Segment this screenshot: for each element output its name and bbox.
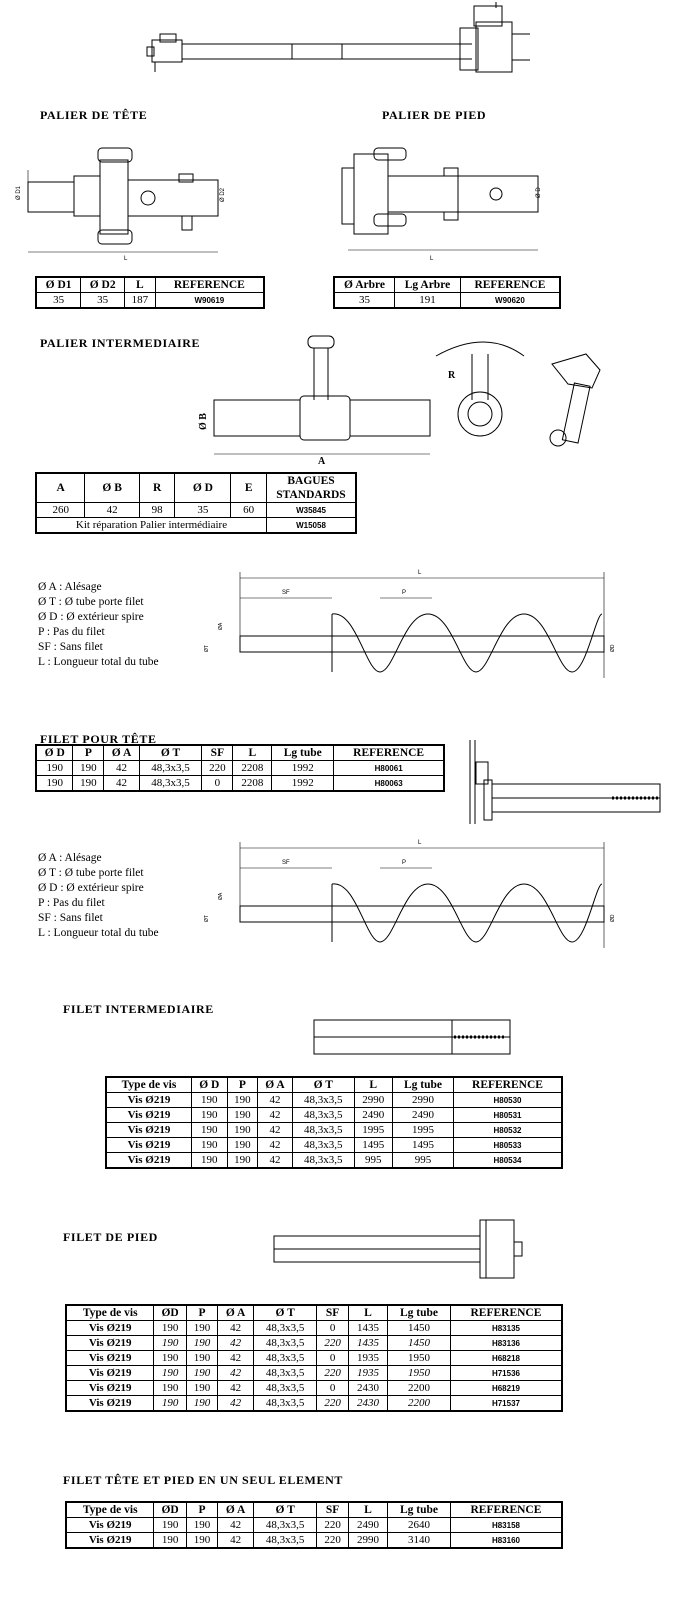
table-row [106, 1108, 562, 1123]
cell: 190 [191, 1123, 227, 1138]
table-row [66, 1518, 562, 1533]
cell: Vis Ø219 [106, 1153, 191, 1169]
col-header: A [36, 473, 85, 503]
cell: 190 [154, 1533, 186, 1549]
cell: 1450 [388, 1321, 451, 1336]
reference-cell: H71536 [450, 1366, 562, 1381]
palier-pied-title: PALIER DE PIED [382, 108, 487, 122]
col-header: Ø T [139, 745, 202, 761]
col-header: Ø D [191, 1077, 227, 1093]
cell: 42 [218, 1321, 254, 1336]
cell: Vis Ø219 [66, 1381, 154, 1396]
dim-l-label: L [124, 256, 128, 262]
cell: 2490 [354, 1108, 392, 1123]
dim-d2-label: Ø D2 [220, 187, 226, 202]
col-header: L [125, 277, 156, 293]
reference-cell: H80534 [453, 1153, 562, 1169]
cell: 1435 [348, 1336, 387, 1351]
dim-r-label: R [448, 370, 456, 381]
col-header: SF [202, 745, 233, 761]
cell: Vis Ø219 [66, 1336, 154, 1351]
col-header: REFERENCE [155, 277, 264, 293]
cell: 48,3x3,5 [139, 761, 202, 776]
cell: 48,3x3,5 [253, 1533, 316, 1549]
cell: 0 [202, 776, 233, 792]
cell: 48,3x3,5 [292, 1123, 354, 1138]
dim-d-label: ØD [610, 644, 616, 652]
cell: 190 [154, 1381, 186, 1396]
col-header: Ø A [218, 1305, 254, 1321]
cell: 190 [186, 1321, 217, 1336]
cell: 42 [218, 1366, 254, 1381]
cell: Vis Ø219 [66, 1518, 154, 1533]
col-header: SF [317, 1502, 348, 1518]
cell: 191 [395, 293, 461, 309]
cell: 190 [186, 1518, 217, 1533]
cell: 2208 [233, 776, 272, 792]
col-header: REFERENCE [334, 745, 444, 761]
col-header: Lg tube [388, 1305, 451, 1321]
palier-pied-drawing [336, 140, 556, 270]
dim-sf-label: SF [282, 590, 290, 596]
cell: Vis Ø219 [106, 1123, 191, 1138]
cell: 190 [36, 776, 73, 792]
cell: 1495 [392, 1138, 453, 1153]
col-header: L [233, 745, 272, 761]
filet-tete-table [35, 744, 445, 792]
dim-d1-label: Ø D1 [16, 185, 22, 200]
col-header: Ø T [292, 1077, 354, 1093]
reference-cell: H68219 [450, 1381, 562, 1396]
cell: 2430 [348, 1396, 387, 1412]
cell: 42 [218, 1533, 254, 1549]
legend-item: SF : Sans filet [38, 641, 103, 653]
table-row [106, 1093, 562, 1108]
cell: 190 [154, 1366, 186, 1381]
cell: 190 [191, 1153, 227, 1169]
table-row [36, 776, 444, 792]
col-header: REFERENCE [450, 1305, 562, 1321]
cell: 42 [104, 761, 139, 776]
legend-item: Ø T : Ø tube porte filet [38, 596, 144, 608]
cell: 2430 [348, 1381, 387, 1396]
dim-p-label: P [402, 860, 407, 866]
cell: 190 [186, 1381, 217, 1396]
legend-item: Ø D : Ø extérieur spire [38, 882, 144, 894]
screw-drawing-1 [196, 560, 616, 690]
cell: 48,3x3,5 [253, 1351, 316, 1366]
cell: 2490 [392, 1108, 453, 1123]
cell: 995 [392, 1153, 453, 1169]
col-header: Type de vis [106, 1077, 191, 1093]
table-row [66, 1321, 562, 1336]
cell: 190 [154, 1518, 186, 1533]
cell: 187 [125, 293, 156, 309]
filet-tete-title: FILET POUR TÊTE [40, 732, 157, 746]
col-header: Lg tube [388, 1502, 451, 1518]
filet-tete-drawing [462, 738, 662, 828]
cell: 190 [154, 1336, 186, 1351]
table-row [106, 1138, 562, 1153]
cell: 0 [317, 1351, 348, 1366]
legend-item: SF : Sans filet [38, 912, 103, 924]
legend-item: P : Pas du filet [38, 897, 105, 909]
cell: 42 [218, 1396, 254, 1412]
legend-item: P : Pas du filet [38, 626, 105, 638]
cell: 190 [227, 1123, 258, 1138]
reference-cell: W35845 [267, 503, 357, 518]
cell: 98 [139, 503, 175, 518]
col-header: Ø A [104, 745, 139, 761]
dim-a-label: ØA [218, 622, 224, 630]
table-row [66, 1381, 562, 1396]
cell: 190 [73, 761, 104, 776]
cell: 48,3x3,5 [253, 1381, 316, 1396]
reference-cell: H83158 [450, 1518, 562, 1533]
table-row [66, 1533, 562, 1549]
col-header: Type de vis [66, 1305, 154, 1321]
palier-intermediaire-table [35, 472, 357, 534]
cell: 190 [186, 1336, 217, 1351]
cell: 48,3x3,5 [253, 1321, 316, 1336]
col-header: Ø D1 [36, 277, 81, 293]
cell: 48,3x3,5 [253, 1518, 316, 1533]
reference-cell: H83136 [450, 1336, 562, 1351]
cell: 1995 [354, 1123, 392, 1138]
col-header: Ø A [258, 1077, 293, 1093]
cell: 220 [317, 1533, 348, 1549]
cell: 220 [317, 1518, 348, 1533]
col-header: REFERENCE [460, 277, 560, 293]
palier-tete-drawing [14, 140, 274, 290]
cell: 2490 [348, 1518, 387, 1533]
dim-b-label: Ø B [198, 413, 209, 430]
cell: 48,3x3,5 [292, 1093, 354, 1108]
table-row [66, 1396, 562, 1412]
table-row [334, 293, 560, 309]
cell: 260 [36, 503, 85, 518]
cell: 220 [317, 1366, 348, 1381]
dim-t-label: ØT [204, 915, 210, 922]
reference-cell: W90620 [460, 293, 560, 309]
col-header: R [139, 473, 175, 503]
cell: Vis Ø219 [106, 1108, 191, 1123]
dim-d-label: Ø D [536, 187, 542, 198]
palier-tete-table [35, 276, 265, 309]
col-header: P [186, 1305, 217, 1321]
cell: 42 [258, 1153, 293, 1169]
col-header: BAGUES STANDARDS [267, 473, 357, 503]
dim-sf-label: SF [282, 860, 290, 866]
cell: 48,3x3,5 [253, 1366, 316, 1381]
reference-cell: H80063 [334, 776, 444, 792]
cell: 220 [317, 1336, 348, 1351]
cell: 190 [73, 776, 104, 792]
cell: 1992 [272, 761, 334, 776]
col-header: Lg Arbre [395, 277, 461, 293]
dim-a-label: ØA [218, 892, 224, 900]
cell: 1950 [388, 1366, 451, 1381]
reference-cell: W90619 [155, 293, 264, 309]
cell: Vis Ø219 [66, 1396, 154, 1412]
palier-pied-table [333, 276, 561, 309]
cell: 42 [258, 1123, 293, 1138]
col-header: Ø D [175, 473, 231, 503]
cell: 35 [175, 503, 231, 518]
col-header: L [354, 1077, 392, 1093]
cell: 48,3x3,5 [253, 1336, 316, 1351]
cell: 190 [154, 1321, 186, 1336]
col-header: Ø B [85, 473, 139, 503]
cell: 1935 [348, 1366, 387, 1381]
cell: 190 [227, 1153, 258, 1169]
dim-a-label: A [318, 456, 326, 467]
cell: 2990 [354, 1093, 392, 1108]
legend-item: Ø A : Alésage [38, 581, 102, 593]
cell: 42 [258, 1108, 293, 1123]
reference-cell: H80531 [453, 1108, 562, 1123]
cell: 190 [154, 1396, 186, 1412]
col-header: SF [317, 1305, 348, 1321]
filet-intermediaire-drawing [312, 1018, 512, 1058]
cell: 190 [191, 1108, 227, 1123]
cell: 220 [317, 1396, 348, 1412]
cell: 220 [202, 761, 233, 776]
cell: 42 [218, 1381, 254, 1396]
filet-seul-table [65, 1501, 563, 1549]
screw-drawing-2 [196, 830, 616, 960]
cell: 1950 [388, 1351, 451, 1366]
cell: 35 [36, 293, 81, 309]
cell: 42 [85, 503, 139, 518]
table-row [66, 1351, 562, 1366]
col-header: P [186, 1502, 217, 1518]
legend-1 [38, 580, 159, 670]
cell: 0 [317, 1321, 348, 1336]
filet-intermediaire-title: FILET INTERMEDIAIRE [63, 1002, 214, 1016]
table-row [36, 503, 356, 518]
filet-seul-title: FILET TÊTE ET PIED EN UN SEUL ELEMENT [63, 1473, 343, 1487]
dim-l-label: L [418, 570, 422, 576]
cell: 190 [191, 1093, 227, 1108]
cell: 1992 [272, 776, 334, 792]
col-header: Type de vis [66, 1502, 154, 1518]
cell: 1495 [354, 1138, 392, 1153]
col-header: Lg tube [272, 745, 334, 761]
reference-cell: H80533 [453, 1138, 562, 1153]
cell: 48,3x3,5 [292, 1108, 354, 1123]
cell: 48,3x3,5 [292, 1153, 354, 1169]
reference-cell: H80532 [453, 1123, 562, 1138]
cell: 2640 [388, 1518, 451, 1533]
cell: 1995 [392, 1123, 453, 1138]
legend-item: Ø D : Ø extérieur spire [38, 611, 144, 623]
cell: 1435 [348, 1321, 387, 1336]
legend-item: Ø A : Alésage [38, 852, 102, 864]
col-header: REFERENCE [450, 1502, 562, 1518]
cell: 48,3x3,5 [253, 1396, 316, 1412]
col-header: P [73, 745, 104, 761]
cell: 42 [218, 1518, 254, 1533]
col-header: ØD [154, 1502, 186, 1518]
dim-t-label: ØT [204, 645, 210, 652]
cell: 2990 [348, 1533, 387, 1549]
cell: 190 [36, 761, 73, 776]
col-header: Ø D2 [81, 277, 125, 293]
cell: 190 [191, 1138, 227, 1153]
kit-reference-cell: W15058 [267, 518, 357, 534]
col-header: Ø A [218, 1502, 254, 1518]
table-row [106, 1153, 562, 1169]
cell: 1935 [348, 1351, 387, 1366]
kit-label: Kit réparation Palier intermédiaire [36, 518, 267, 534]
cell: Vis Ø219 [66, 1351, 154, 1366]
table-row [106, 1123, 562, 1138]
palier-intermediaire-title: PALIER INTERMEDIAIRE [40, 336, 201, 350]
filet-intermediaire-table [105, 1076, 563, 1169]
reference-cell: H71537 [450, 1396, 562, 1412]
cell: 190 [227, 1093, 258, 1108]
table-row [36, 761, 444, 776]
cell: 42 [258, 1093, 293, 1108]
dim-l-label: L [418, 840, 422, 846]
cell: 190 [227, 1138, 258, 1153]
cell: 42 [218, 1336, 254, 1351]
col-header: REFERENCE [453, 1077, 562, 1093]
cell: Vis Ø219 [106, 1138, 191, 1153]
col-header: E [231, 473, 267, 503]
col-header: Ø T [253, 1502, 316, 1518]
palier-intermediaire-drawing [196, 334, 636, 467]
table-row [36, 293, 264, 309]
cell: Vis Ø219 [66, 1321, 154, 1336]
cell: 2200 [388, 1381, 451, 1396]
col-header: Ø T [253, 1305, 316, 1321]
dim-p-label: P [402, 590, 407, 596]
col-header: ØD [154, 1305, 186, 1321]
filet-pied-drawing [272, 1214, 532, 1284]
col-header: L [348, 1305, 387, 1321]
cell: Vis Ø219 [106, 1093, 191, 1108]
table-row [66, 1336, 562, 1351]
cell: 2990 [392, 1093, 453, 1108]
filet-pied-title: FILET DE PIED [63, 1230, 158, 1244]
cell: 995 [354, 1153, 392, 1169]
reference-cell: H83135 [450, 1321, 562, 1336]
cell: 190 [186, 1533, 217, 1549]
cell: Vis Ø219 [66, 1366, 154, 1381]
reference-cell: H80530 [453, 1093, 562, 1108]
cell: 48,3x3,5 [292, 1138, 354, 1153]
cell: 35 [334, 293, 395, 309]
palier-tete-title: PALIER DE TÊTE [40, 108, 148, 122]
cell: 190 [227, 1108, 258, 1123]
col-header: L [348, 1502, 387, 1518]
cell: 42 [104, 776, 139, 792]
col-header: Lg tube [392, 1077, 453, 1093]
table-row [66, 1366, 562, 1381]
cell: 2200 [388, 1396, 451, 1412]
cell: 35 [81, 293, 125, 309]
col-header: Ø D [36, 745, 73, 761]
legend-item: L : Longueur total du tube [38, 927, 159, 939]
dim-d-label: ØD [610, 914, 616, 922]
legend-item: L : Longueur total du tube [38, 656, 159, 668]
cell: 190 [186, 1351, 217, 1366]
cell: 2208 [233, 761, 272, 776]
legend-item: Ø T : Ø tube porte filet [38, 867, 144, 879]
col-header: Ø Arbre [334, 277, 395, 293]
reference-cell: H83160 [450, 1533, 562, 1549]
reference-cell: H68218 [450, 1351, 562, 1366]
cell: 48,3x3,5 [139, 776, 202, 792]
screw-assembly-drawing [0, 0, 689, 110]
reference-cell: H80061 [334, 761, 444, 776]
cell: 42 [258, 1138, 293, 1153]
legend-2 [38, 851, 159, 941]
cell: 0 [317, 1381, 348, 1396]
col-header: P [227, 1077, 258, 1093]
filet-pied-table [65, 1304, 563, 1412]
cell: 190 [186, 1366, 217, 1381]
cell: Vis Ø219 [66, 1533, 154, 1549]
cell: 1450 [388, 1336, 451, 1351]
cell: 60 [231, 503, 267, 518]
cell: 3140 [388, 1533, 451, 1549]
cell: 190 [154, 1351, 186, 1366]
table-row [36, 518, 356, 534]
dim-l-label: L [430, 256, 434, 262]
cell: 190 [186, 1396, 217, 1412]
cell: 42 [218, 1351, 254, 1366]
